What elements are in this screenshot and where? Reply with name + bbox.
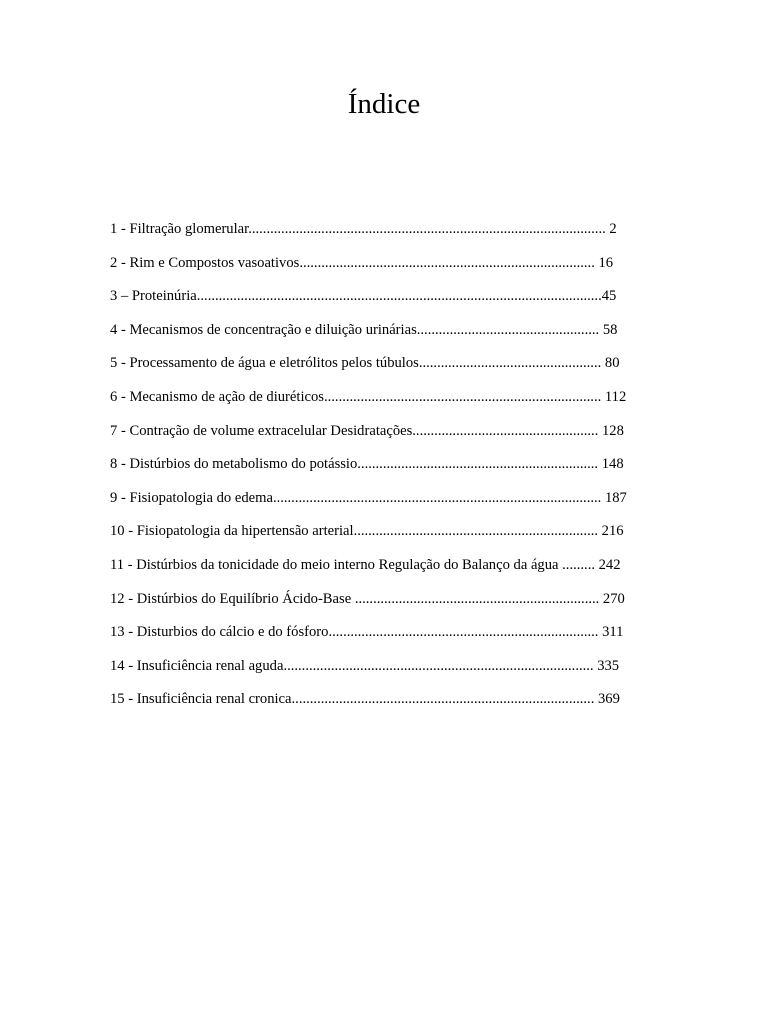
toc-entry-leader: ...............................................................................................................: [196, 288, 602, 305]
toc-entry-leader: ...................................................................: [351, 590, 600, 607]
toc-entry-5: [110, 352, 670, 386]
toc-entry-label: 5 - Processamento de água e eletrólitos pelos túbulos: [110, 355, 419, 372]
toc-entry-label: 10 - Fisiopatologia da hipertensão arterial: [110, 523, 354, 540]
toc-entry-page: 369: [594, 691, 620, 708]
toc-entry-leader: .................................................................................: [299, 254, 595, 271]
toc-entry-4: [110, 319, 670, 353]
toc-entry-page: 16: [594, 254, 614, 271]
toc-entry-2: [110, 252, 670, 286]
toc-entry-14: [110, 655, 670, 689]
toc-entry-page: 335: [593, 657, 620, 674]
toc-entry-label: 12 - Distúrbios do Equilíbrio Ácido-Base: [110, 590, 352, 607]
toc-entry-leader: .....................................................................................: [283, 657, 594, 674]
toc-entry-leader: ...................................................................: [353, 523, 599, 540]
toc-entry-13: [110, 621, 670, 655]
toc-entry-page: 80: [601, 355, 620, 372]
toc-entry-7: [110, 420, 670, 454]
toc-entry-page: 128: [598, 422, 624, 439]
toc-entry-8: [110, 453, 670, 487]
toc-entry-page: 112: [601, 388, 627, 405]
toc-entry-6: [110, 386, 670, 420]
toc-entry-leader: ...................................................: [412, 422, 599, 439]
toc-entry-11: [110, 554, 670, 588]
table-of-contents: [110, 218, 670, 722]
toc-entry-label: 13 - Disturbios do cálcio e do fósforo: [110, 624, 329, 641]
toc-entry-page: 45: [601, 288, 617, 305]
toc-entry-leader: ..................................................................: [357, 456, 599, 473]
toc-entry-label: 3 – Proteinúria: [110, 288, 197, 305]
toc-entry-3: [110, 285, 670, 319]
toc-entry-page: 148: [598, 456, 624, 473]
toc-entry-label: 11 - Distúrbios da tonicidade do meio interno Regulação do Balanço da água: [110, 556, 559, 573]
toc-entry-label: 2 - Rim e Compostos vasoativos: [110, 254, 300, 271]
toc-entry-page: 311: [598, 624, 624, 641]
toc-entry-leader: ...................................................................................: [291, 691, 595, 708]
toc-entry-label: 1 - Filtração glomerular: [110, 221, 249, 237]
toc-entry-12: [110, 588, 670, 622]
toc-entry-label: 9 - Fisiopatologia do edema: [110, 489, 273, 506]
toc-entry-page: 216: [598, 523, 624, 540]
toc-entry-label: 4 - Mecanismos de concentração e diluição urinárias: [110, 321, 417, 338]
toc-entry-leader: ............................................................................: [323, 388, 602, 405]
toc-entry-leader: .........: [558, 556, 595, 573]
toc-entry-leader: ..................................................: [418, 355, 602, 372]
toc-entry-label: 8 - Distúrbios do metabolismo do potássio: [110, 456, 358, 473]
toc-entry-leader: ..................................................................................................: [248, 221, 606, 237]
toc-entry-page: 187: [601, 489, 627, 506]
toc-entry-label: 6 - Mecanismo de ação de diuréticos: [110, 388, 324, 405]
toc-entry-leader: ..........................................................................................: [272, 489, 602, 506]
toc-entry-10: [110, 520, 670, 554]
toc-entry-page: 242: [594, 556, 621, 573]
toc-entry-1: [110, 218, 670, 252]
toc-entry-leader: ..........................................................................: [328, 624, 599, 641]
toc-entry-page: 270: [599, 590, 625, 607]
toc-entry-page: 58: [599, 321, 618, 338]
toc-entry-label: 14 - Insuficiência renal aguda: [110, 657, 284, 674]
toc-entry-9: [110, 487, 670, 521]
toc-entry-leader: ..................................................: [416, 321, 600, 338]
toc-entry-label: 15 - Insuficiência renal cronica: [110, 691, 292, 708]
page-title: Índice: [347, 88, 421, 120]
toc-entry-15: [110, 688, 670, 722]
toc-entry-page: 2: [605, 221, 617, 237]
toc-entry-label: 7 - Contração de volume extracelular Desidratações: [110, 422, 413, 439]
